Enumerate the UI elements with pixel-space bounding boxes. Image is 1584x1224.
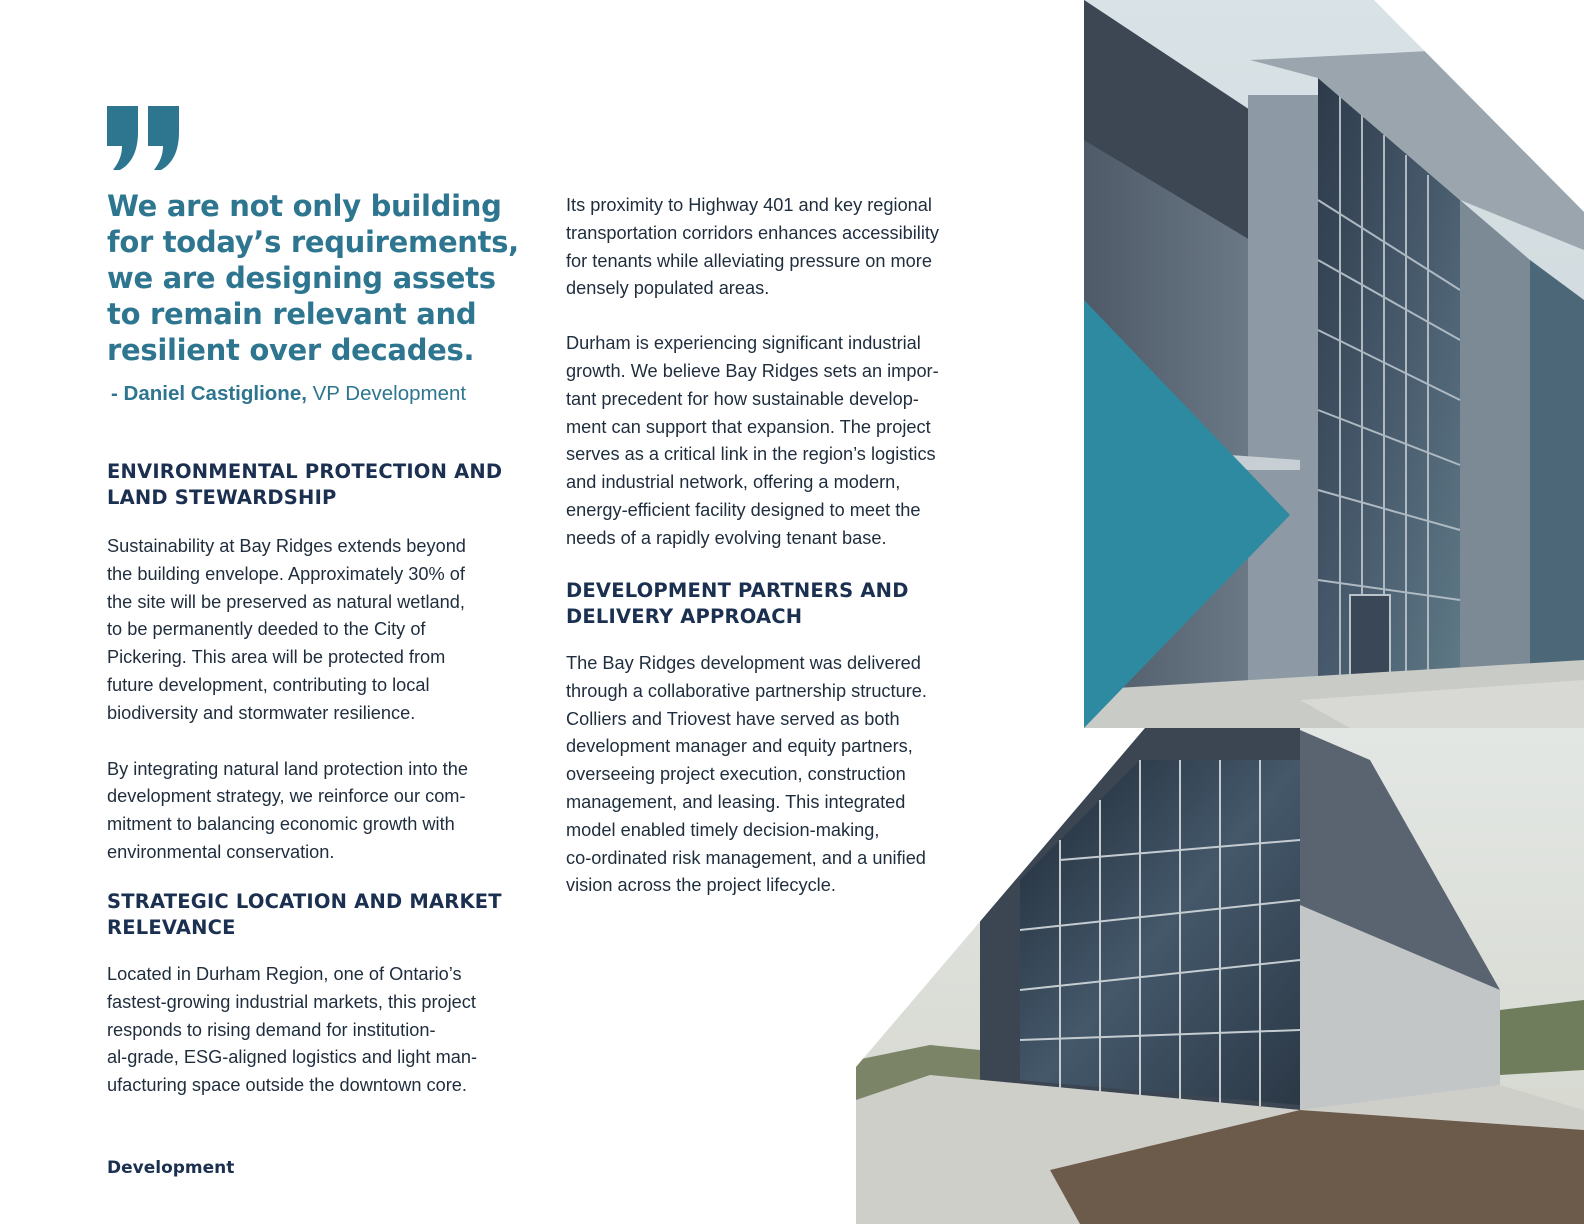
body-paragraph: The Bay Ridges development was delivered through a collaborative partnership structure. Colliers and Triovest have served as both development manager and equity partners, overseeing project execution, construction management, and leasing. This integrated model enabled timely decision-making, co-ordinated risk management, and a unified vision across the project lifecycle. xyxy=(566,653,927,896)
body-paragraph: Located in Durham Region, one of Ontario’s fastest-growing industrial markets, this project responds to rising demand for institution- al-grade, ESG-aligned logistics and light man- ufacturing space outside the downtown core. xyxy=(107,964,478,1096)
body-paragraph: Sustainability at Bay Ridges extends beyond the building envelope. Approximately 30% of the site will be preserved as natural wetland, to be permanently deeded to the City of Pickering. This area will be protected from future development, contributing to local biodiversity and stormwater resilience. xyxy=(107,536,466,723)
quote-line: to remain relevant and xyxy=(107,297,477,331)
body-paragraph: Its proximity to Highway 401 and key regional transportation corridors enhances accessibility for tenants while alleviating pressure on more densely populated areas. xyxy=(566,195,940,299)
attribution-title: VP Development xyxy=(306,382,467,405)
heading-line: DELIVERY APPROACH xyxy=(566,605,803,628)
building-photo-bottom xyxy=(856,728,1584,1224)
heading-line: ENVIRONMENTAL PROTECTION AND xyxy=(107,460,503,483)
building-photo-top xyxy=(1084,0,1584,740)
quote-line: We are not only building xyxy=(107,189,502,223)
body-paragraph: Durham is experiencing significant industrial growth. We believe Bay Ridges sets an impor- tant precedent for how sustainable develop- ment can support that expansion. The project serves as a critical link in the region’s logistics and industrial network, offering a modern, energy-efficient facility designed to meet the needs of a rapidly evolving tenant base. xyxy=(566,333,939,548)
heading-line: LAND STEWARDSHIP xyxy=(107,486,337,509)
heading-line: STRATEGIC LOCATION AND MARKET xyxy=(107,890,502,913)
attribution-name: - Daniel Castiglione xyxy=(111,382,302,405)
quote-line: resilient over decades. xyxy=(107,333,475,367)
heading-line: DEVELOPMENT PARTNERS AND xyxy=(566,579,909,602)
footer-section-label: Development xyxy=(107,1158,235,1178)
body-paragraph: By integrating natural land protection into the development strategy, we reinforce our com- mitment to balancing economic growth with environmental conservation. xyxy=(107,758,468,862)
heading-line: RELEVANCE xyxy=(107,916,236,939)
attribution-separator: , xyxy=(301,382,307,405)
quote-line: we are designing assets xyxy=(107,261,496,295)
quote-line: for today’s requirements, xyxy=(107,225,519,259)
